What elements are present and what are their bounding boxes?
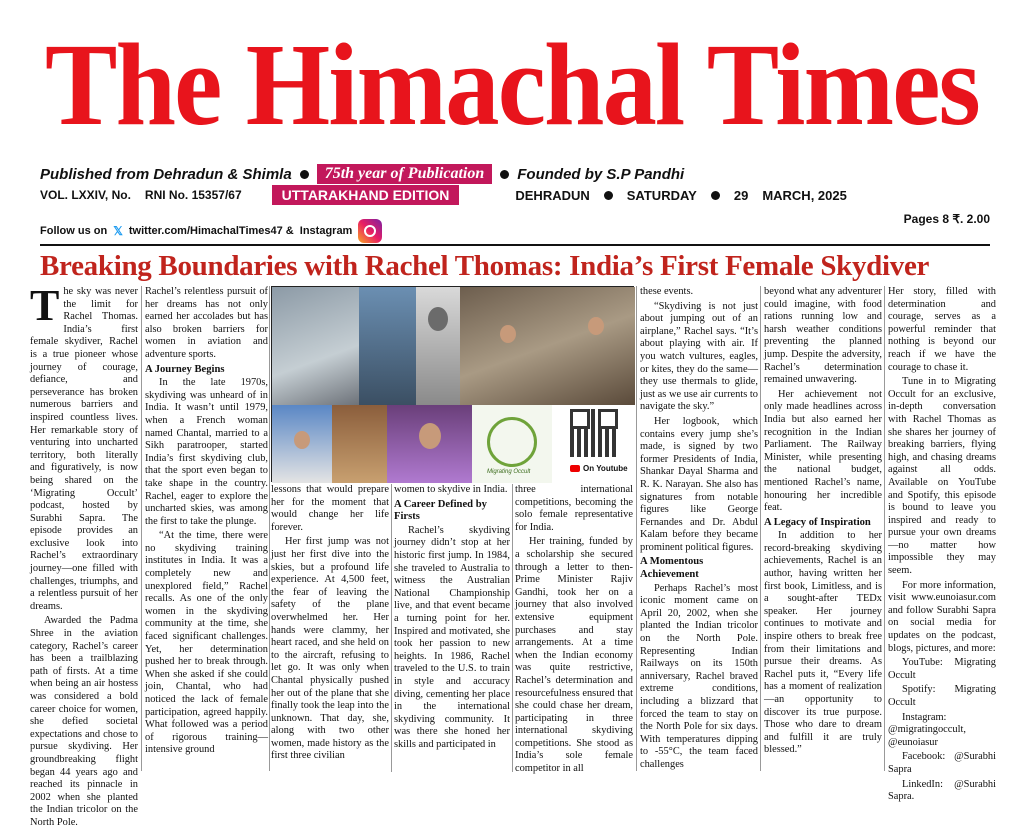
- column-divider: [760, 286, 761, 771]
- social-instagram: Instagram: @migratingoccult, @eunoiasur: [888, 711, 966, 748]
- social-facebook: Facebook: @Surabhi Sapra: [888, 751, 996, 775]
- bullet-icon: [711, 191, 720, 200]
- subheading: A Legacy of Inspiration: [764, 516, 871, 528]
- masthead-infoline: [40, 186, 990, 204]
- subheading: A Career Defined by Firsts: [394, 498, 487, 523]
- drop-cap: T: [30, 281, 60, 330]
- twitter-link[interactable]: twitter.com/HimachalTimes47 &: [128, 225, 294, 237]
- paragraph: beyond what any adventurer could imagine, with food rations running low and harsh weather conditions preventing the planned jump. Despite the adversity, Rachel’s determination remained unwavering.: [764, 286, 883, 386]
- headline-rule: [40, 244, 990, 246]
- paragraph: Awarded the Padma Shree in the aviation category, Rachel’s career has been a trailblazing path of firsts. At a time when being an air hostess was considered a bold career choice for women, she defied societal expectations and chose to pursue skydiving. Her groundbreaking flight began 44 years ago and reached its pinnacle in 2002 when she planted the Indian tricolor on the North Pole.: [30, 615, 138, 828]
- paragraph: Her achievement not only made headlines across India but also earned her recognition in the Indian Parliament. The Railway Minister, while presenting the national budget, mentioned Rachel’s name, honouring her incredible feat.: [764, 388, 882, 514]
- qr-code-icon[interactable]: [570, 409, 618, 457]
- anniversary-badge: 75th year of Publication: [317, 164, 493, 184]
- skydiver-photo: [359, 287, 416, 405]
- aircraft-photo: [272, 287, 359, 405]
- pages-price: Pages 8 ₹. 2.00: [903, 212, 990, 226]
- youtube-icon: [570, 465, 580, 472]
- photo-collage: [271, 286, 634, 482]
- paragraph: Her logbook, which contains every jump she’s made, is signed by two former Presidents of India, Shankar Dayal Sharma and R. K. Narayan. She also has signatures from notable figures like George Fernandes and Dr. Abdul Kalam before they became prominent political figures.: [640, 415, 758, 553]
- paragraph: Perhaps Rachel’s most iconic moment came on April 20, 2002, when she planted the Indian tricolor on the North Pole. Representing Indian Railways on its 150th anniversary, Rachel braved extreme conditions, including a blizzard that forced the team to stay on the North Pole for six days. With temperatures dipping to -55°C, the team faced challenges: [640, 582, 758, 770]
- paragraph: these events.: [640, 286, 694, 297]
- column-divider: [884, 286, 885, 771]
- youtube-badge[interactable]: On Youtube: [570, 464, 628, 473]
- paragraph: In the late 1970s, skydiving was unheard of in India. It wasn’t until 1979, when a French woman named Chantal, married to a Sikh paratrooper, started India’s first skydiving club, that the sport even began to take shape in the country. Rachel, eager to explore the uncharted skies, was among the first to take the plunge.: [145, 377, 268, 527]
- edition-badge: UTTARAKHAND EDITION: [272, 185, 460, 205]
- masthead-title: The Himachal Times: [45, 19, 979, 150]
- article-column-1: [30, 281, 138, 828]
- award-photo: [332, 405, 387, 483]
- paragraph: women to skydive in India.: [394, 484, 508, 495]
- host-portrait-photo: [387, 405, 472, 483]
- subheading: A Momentous Achievement: [640, 556, 704, 581]
- article-column-5: [515, 484, 633, 776]
- date-number: 29: [733, 187, 749, 203]
- paragraph: lessons that would prepare her for the moment that would change her life forever.: [271, 484, 389, 533]
- paragraph: Rachel’s skydiving journey didn’t stop at her historic first jump. In 1984, she traveled to Australia to witness the Australian National Championship live, and that event became a turning point for her. Inspired and motivated, she took her passion to new heights. In 1986, Rachel traveled to the U.S. to train in style and accuracy diving, cementing her place in the international skydiving community. It was there she honed her skills and participated in: [394, 524, 510, 750]
- article-column-8: [888, 286, 996, 803]
- microphone-icon: [487, 417, 537, 467]
- volume-number: VOL. LXXIV, No.: [40, 188, 131, 202]
- paragraph: Her story, filled with determination and courage, serves as a powerful reminder that nothing is beyond our reach if we have the courage to chase it.: [888, 286, 996, 373]
- article-column-4: [394, 484, 510, 776]
- article-column-7: [764, 286, 882, 776]
- paragraph: Her first jump was not just her first dive into the skies, but a profound life experience. At 4,500 feet, the fear of leaving the safety of the plane overwhelmed her. Her hands were clammy, her heart raced, and she held on to the aircraft, refusing to let go. It was only when Chantal physically pushed her out of the plane that she finally took the leap into the unknown. That day, she, along with two other women, made history as the first three civilian: [271, 536, 389, 762]
- rni-number: RNI No. 15357/67: [144, 188, 242, 202]
- masthead-subline: [40, 164, 990, 184]
- paragraph: “At the time, there were no skydiving training institutes in India. It was a completely new and unexplored field,” Rachel recalls. As one of the only women in the skydiving community at the time, she faced significant challenges. Yet, her determination pushed her to break through. When she asked if she could join, Chantal, who had noticed the lack of female participation, agreed happily. What followed was a period of rigorous training—intensive ground: [145, 530, 268, 756]
- dateline: [515, 188, 846, 203]
- article-column-6: [640, 286, 758, 776]
- column-divider: [512, 484, 513, 772]
- article-column-2: [145, 286, 268, 776]
- north-pole-photo: [272, 405, 332, 483]
- column-divider: [636, 286, 637, 771]
- follow-line: [40, 222, 382, 240]
- weekday: SATURDAY: [626, 187, 697, 203]
- podcast-interview-photo: [460, 287, 635, 405]
- article-column-3: [271, 484, 389, 776]
- paragraph: Tune in to Migrating Occult for an exclusive, in-depth conversation with Rachel Thomas as she shares her journey of breaking barriers, flying high, and chasing dreams against all odds. Available on YouTube and Spotify, this episode is bound to leave you inspired and ready to pursue your own dreams—no matter how impossible they may seem.: [888, 376, 996, 577]
- column-divider: [391, 484, 392, 772]
- article-headline: Breaking Boundaries with Rachel Thomas: India’s First Female Skydiver: [40, 250, 930, 282]
- founded-by: Founded by S.P Pandhi: [517, 165, 685, 183]
- paragraph: three international competitions, becoming the solo female representative for India.: [515, 484, 633, 533]
- published-from: Published from Dehradun & Shimla: [40, 165, 292, 183]
- social-youtube: YouTube: Migrating Occult: [888, 657, 996, 681]
- city: DEHRADUN: [515, 187, 590, 203]
- subheading: A Journey Begins: [145, 363, 225, 375]
- paragraph: For more information, visit www.eunoiasur.com and follow Surabhi Sapra on social media for updates on the podcast, blogs, pictures, and more:: [888, 579, 996, 654]
- x-twitter-icon: 𝕏: [113, 224, 123, 238]
- social-spotify: Spotify: Migrating Occult: [888, 684, 996, 708]
- instagram-label: Instagram: [299, 225, 353, 237]
- month-year: MARCH, 2025: [762, 187, 847, 203]
- follow-prefix: Follow us on: [40, 225, 108, 237]
- podcast-logo-text: Migrating Occult: [487, 469, 531, 475]
- lead-paragraph: The sky was never the limit for Rachel Thomas. India’s first female skydiver, Rachel is a true pioneer whose journey of courage, defiance, and perseverance has broken numerous barriers and inspired countless lives. Her remarkable story of venturing into uncharted territory, both literally and figuratively, is now being shared on the ‘Migrating Occult’ podcast, hosted by Surabhi Sapra. The episode provides an exclusive look into Rachel’s extraordinary journey—one filled with challenges, triumphs, and a relentless pursuit of her dreams.: [30, 281, 138, 612]
- paragraph: Rachel’s relentless pursuit of her dreams has not only earned her accolades but has also broken barriers for women in aviation and adventure sports.: [145, 286, 268, 360]
- column-divider: [141, 286, 142, 771]
- paragraph: Her training, funded by a scholarship she secured through a letter to then-Prime Minister Rajiv Gandhi, took her on a journey that also involved extensive equipment purchases and stay arrangements. At a time when the Indian economy was quite restrictive, Rachel’s determination and resourcefulness ensured that she could chase her dream, participating in three international skydiving competitions. She stood as India’s sole female competitor in all: [515, 536, 633, 775]
- bullet-icon: [500, 170, 509, 179]
- portrait-photo: [416, 287, 460, 405]
- instagram-icon[interactable]: [358, 219, 382, 243]
- paragraph: In addition to her record-breaking skydiving achievements, Rachel is an author, having written her first book, Limitless, and is a sought-after TEDx speaker. Her journey continues to motivate and inspire others to break free from their limitations and pursue their dreams. As Rachel puts it, “Every life has a moment of realization—an opportunity to discover its true purpose. Those who dare to dream and fulfill it are truly blessed.”: [764, 530, 882, 756]
- bullet-icon: [604, 191, 613, 200]
- paragraph: “Skydiving is not just about jumping out of an airplane,” Rachel says. “It’s about playing with air. If you watch vultures, eagles, or kites, they do the same—they use thermals to glide, just as we use air currents to navigate the sky.”: [640, 300, 758, 413]
- bullet-icon: [300, 170, 309, 179]
- social-linkedin: LinkedIn: @Surabhi Sapra.: [888, 778, 996, 803]
- column-divider: [269, 286, 270, 771]
